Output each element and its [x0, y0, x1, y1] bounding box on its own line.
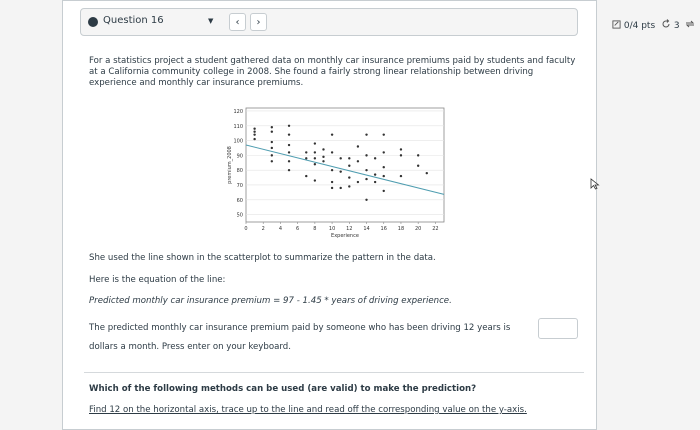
refresh-icon[interactable]	[685, 19, 695, 29]
data-point	[339, 170, 341, 172]
x-tick-label: 18	[397, 226, 405, 232]
data-point	[288, 125, 290, 127]
points-indicator	[612, 19, 695, 31]
data-point	[365, 178, 367, 180]
equation-intro: Here is the equation of the line:	[89, 275, 226, 285]
data-point	[305, 175, 307, 177]
redo-icon	[661, 19, 671, 29]
data-point	[288, 151, 290, 153]
y-tick-label: 120	[233, 108, 243, 115]
data-point	[271, 160, 273, 162]
data-point	[322, 156, 324, 158]
method-option[interactable]: Find 12 on the horizontal axis, trace up to the line and read off the corresponding value on the y-axis.	[89, 405, 527, 415]
data-point	[357, 145, 359, 147]
data-point	[383, 151, 385, 153]
data-point	[271, 126, 273, 128]
question-dropdown-icon[interactable]: ▼	[208, 17, 214, 25]
data-point	[383, 166, 385, 168]
data-point	[331, 133, 333, 135]
data-point	[322, 148, 324, 150]
data-point	[374, 173, 376, 175]
data-point	[331, 187, 333, 189]
data-point	[271, 154, 273, 156]
data-point	[271, 141, 273, 143]
x-tick-label: 8	[313, 226, 317, 232]
data-point	[348, 176, 350, 178]
data-point	[305, 157, 307, 159]
data-point	[331, 169, 333, 171]
x-tick-label: 16	[380, 226, 387, 232]
line-description: She used the line shown in the scatterplot to summarize the pattern in the data.	[89, 253, 436, 263]
data-point	[357, 181, 359, 183]
x-tick-label: 6	[296, 226, 300, 232]
data-point	[339, 157, 341, 159]
data-point	[288, 144, 290, 146]
y-tick-label: 100	[233, 138, 243, 145]
question-title: Question 16	[103, 15, 164, 26]
question-intro: For a statistics project a student gathered data on monthly car insurance premiums paid by students and faculty at a California community college in 2008. She found a fairly strong linear relationship between driving experience and monthly car insurance premiums.	[89, 56, 576, 88]
scatterplot	[222, 104, 454, 239]
previous-question-button[interactable]: ‹	[229, 13, 246, 31]
data-point	[348, 165, 350, 167]
data-point	[314, 157, 316, 159]
y-tick-label: 60	[236, 197, 243, 204]
data-point	[348, 185, 350, 187]
divider	[84, 372, 584, 373]
data-point	[253, 130, 255, 132]
data-point	[331, 151, 333, 153]
data-point	[253, 138, 255, 140]
y-tick-label: 90	[236, 153, 243, 160]
data-point	[365, 133, 367, 135]
y-tick-label: 70	[236, 182, 243, 189]
data-point	[322, 160, 324, 162]
methods-question: Which of the following methods can be used (are valid) to make the prediction?	[89, 384, 477, 394]
data-point	[374, 181, 376, 183]
data-point	[253, 133, 255, 135]
edit-note-icon	[612, 20, 621, 29]
data-point	[314, 163, 316, 165]
data-point	[288, 169, 290, 171]
line-equation: Predicted monthly car insurance premium = 97 - 1.45 * years of driving experience.	[89, 296, 452, 306]
plot-area	[246, 108, 444, 222]
x-tick-label: 14	[363, 226, 370, 232]
data-point	[383, 175, 385, 177]
data-point	[314, 151, 316, 153]
data-point	[331, 181, 333, 183]
data-point	[383, 190, 385, 192]
y-tick-label: 110	[233, 123, 243, 130]
data-point	[314, 179, 316, 181]
data-point	[357, 160, 359, 162]
question-status-dot	[88, 17, 98, 27]
attempts-count: 3	[673, 21, 680, 31]
x-axis-label: Experience	[331, 233, 359, 239]
data-point	[288, 133, 290, 135]
x-tick-label: 4	[278, 226, 283, 232]
data-point	[271, 147, 273, 149]
y-tick-label: 80	[236, 168, 243, 175]
y-axis-label: premium_2008	[227, 146, 233, 184]
x-tick-label: 22	[432, 226, 439, 232]
data-point	[400, 175, 402, 177]
mouse-cursor-icon	[590, 178, 600, 190]
data-point	[288, 160, 290, 162]
x-tick-label: 20	[414, 226, 422, 232]
data-point	[417, 154, 419, 156]
x-tick-label: 10	[328, 226, 336, 232]
data-point	[339, 187, 341, 189]
data-point	[348, 157, 350, 159]
prediction-prompt: The predicted monthly car insurance premium paid by someone who has been driving 12 years is	[89, 323, 511, 333]
data-point	[400, 148, 402, 150]
x-tick-label: 12	[346, 226, 353, 232]
data-point	[365, 154, 367, 156]
data-point	[305, 151, 307, 153]
data-point	[365, 169, 367, 171]
x-tick-label: 0	[244, 226, 248, 232]
question-header	[80, 8, 578, 36]
data-point	[365, 199, 367, 201]
data-point	[417, 165, 419, 167]
data-point	[253, 128, 255, 130]
data-point	[383, 133, 385, 135]
data-point	[314, 142, 316, 144]
data-point	[374, 157, 376, 159]
data-point	[400, 154, 402, 156]
next-question-button[interactable]: ›	[250, 13, 267, 31]
answer-input[interactable]	[538, 318, 578, 339]
data-point	[426, 172, 428, 174]
x-tick-label: 2	[261, 226, 265, 232]
data-point	[271, 130, 273, 132]
points-label: 0/4 pts	[623, 21, 656, 31]
y-tick-label: 50	[236, 212, 243, 219]
prediction-prompt-continued: dollars a month. Press enter on your keyboard.	[89, 342, 291, 352]
